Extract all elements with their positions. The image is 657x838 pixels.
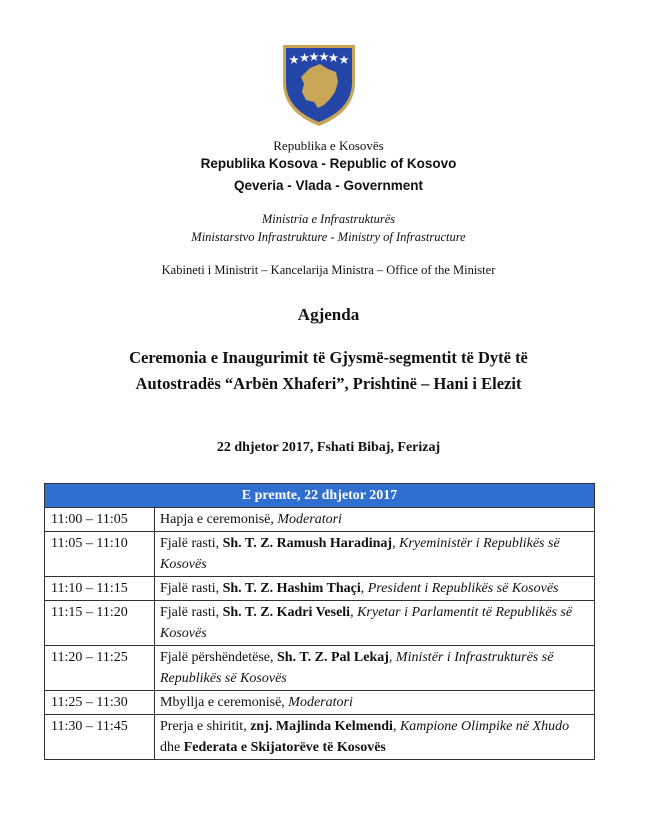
agenda-item bbox=[155, 646, 595, 691]
item-connector: dhe bbox=[160, 740, 184, 755]
item-text: Mbyllja e ceremonisë, bbox=[160, 695, 289, 710]
agenda-item bbox=[155, 532, 595, 577]
agenda-row bbox=[45, 532, 595, 577]
agenda-table bbox=[44, 483, 595, 760]
agenda-day-header: E premte, 22 dhjetor 2017 bbox=[45, 484, 595, 508]
agenda-time: 11:00 – 11:05 bbox=[45, 508, 155, 532]
item-text: Fjalë rasti, bbox=[160, 536, 223, 551]
item-role: , President i Republikës së Kosovës bbox=[360, 581, 559, 596]
item-role: Moderatori bbox=[277, 512, 342, 527]
agenda-row bbox=[45, 508, 595, 532]
agenda-row bbox=[45, 691, 595, 715]
page-title: Agjenda bbox=[297, 305, 360, 324]
kosovo-coat-of-arms-icon bbox=[280, 42, 358, 128]
ministry-name-albanian: Ministria e Infrastrukturës bbox=[261, 212, 396, 226]
agenda-item bbox=[155, 508, 595, 532]
item-organization: Federata e Skijatorëve të Kosovës bbox=[183, 740, 386, 755]
item-role: , Kryeministër i Republikës së Kosovës bbox=[160, 536, 560, 572]
agenda-time: 11:25 – 11:30 bbox=[45, 691, 155, 715]
agenda-time: 11:15 – 11:20 bbox=[45, 601, 155, 646]
item-role: , Kampione Olimpike në Xhudo bbox=[392, 719, 570, 734]
republic-name-multilingual: Republika Kosova - Republic of Kosovo bbox=[200, 156, 457, 171]
item-speaker: Sh. T. Z. Ramush Haradinaj bbox=[222, 536, 393, 551]
agenda-item bbox=[155, 601, 595, 646]
agenda-item bbox=[155, 577, 595, 601]
item-speaker: Sh. T. Z. Pal Lekaj bbox=[277, 650, 389, 665]
item-role: Moderatori bbox=[288, 695, 353, 710]
agenda-item bbox=[155, 715, 595, 760]
item-text: Fjalë rasti, bbox=[160, 605, 223, 620]
agenda-row bbox=[45, 646, 595, 691]
item-role: , Kryetar i Parlamentit të Republikës së Kosovës bbox=[160, 605, 573, 641]
event-date-place: 22 dhjetor 2017, Fshati Bibaj, Ferizaj bbox=[216, 440, 441, 455]
item-speaker: znj. Majlinda Kelmendi bbox=[250, 719, 393, 734]
item-text: Hapja e ceremonisë, bbox=[160, 512, 278, 527]
office-line: Kabineti i Ministrit – Kancelarija Ministra – Office of the Minister bbox=[161, 263, 496, 277]
agenda-row bbox=[45, 715, 595, 760]
agenda-time: 11:05 – 11:10 bbox=[45, 532, 155, 577]
agenda-row bbox=[45, 577, 595, 601]
event-title-line-2: Autostradës “Arbën Xhaferi”, Prishtinë – Hani i Elezit bbox=[135, 374, 522, 393]
item-role: , Ministër i Infrastrukturës së Republikës së Kosovës bbox=[160, 650, 554, 686]
item-speaker: Sh. T. Z. Hashim Thaçi bbox=[222, 581, 361, 596]
republic-name-albanian: Republika e Kosovës bbox=[273, 138, 384, 153]
government-line: Qeveria - Vlada - Government bbox=[233, 178, 424, 193]
agenda-row bbox=[45, 601, 595, 646]
agenda-time: 11:20 – 11:25 bbox=[45, 646, 155, 691]
item-text: Fjalë përshëndetëse, bbox=[160, 650, 278, 665]
agenda-time: 11:10 – 11:15 bbox=[45, 577, 155, 601]
agenda-item bbox=[155, 691, 595, 715]
item-text: Fjalë rasti, bbox=[160, 581, 223, 596]
item-speaker: Sh. T. Z. Kadri Veseli bbox=[222, 605, 351, 620]
ministry-name-multilingual: Ministarstvo Infrastrukture - Ministry of Infrastructure bbox=[191, 230, 466, 244]
event-title-line-1: Ceremonia e Inaugurimit të Gjysmë-segmentit të Dytë të bbox=[129, 348, 528, 367]
agenda-time: 11:30 – 11:45 bbox=[45, 715, 155, 760]
agenda-header-row bbox=[45, 484, 595, 508]
item-text: Prerja e shiritit, bbox=[160, 719, 251, 734]
